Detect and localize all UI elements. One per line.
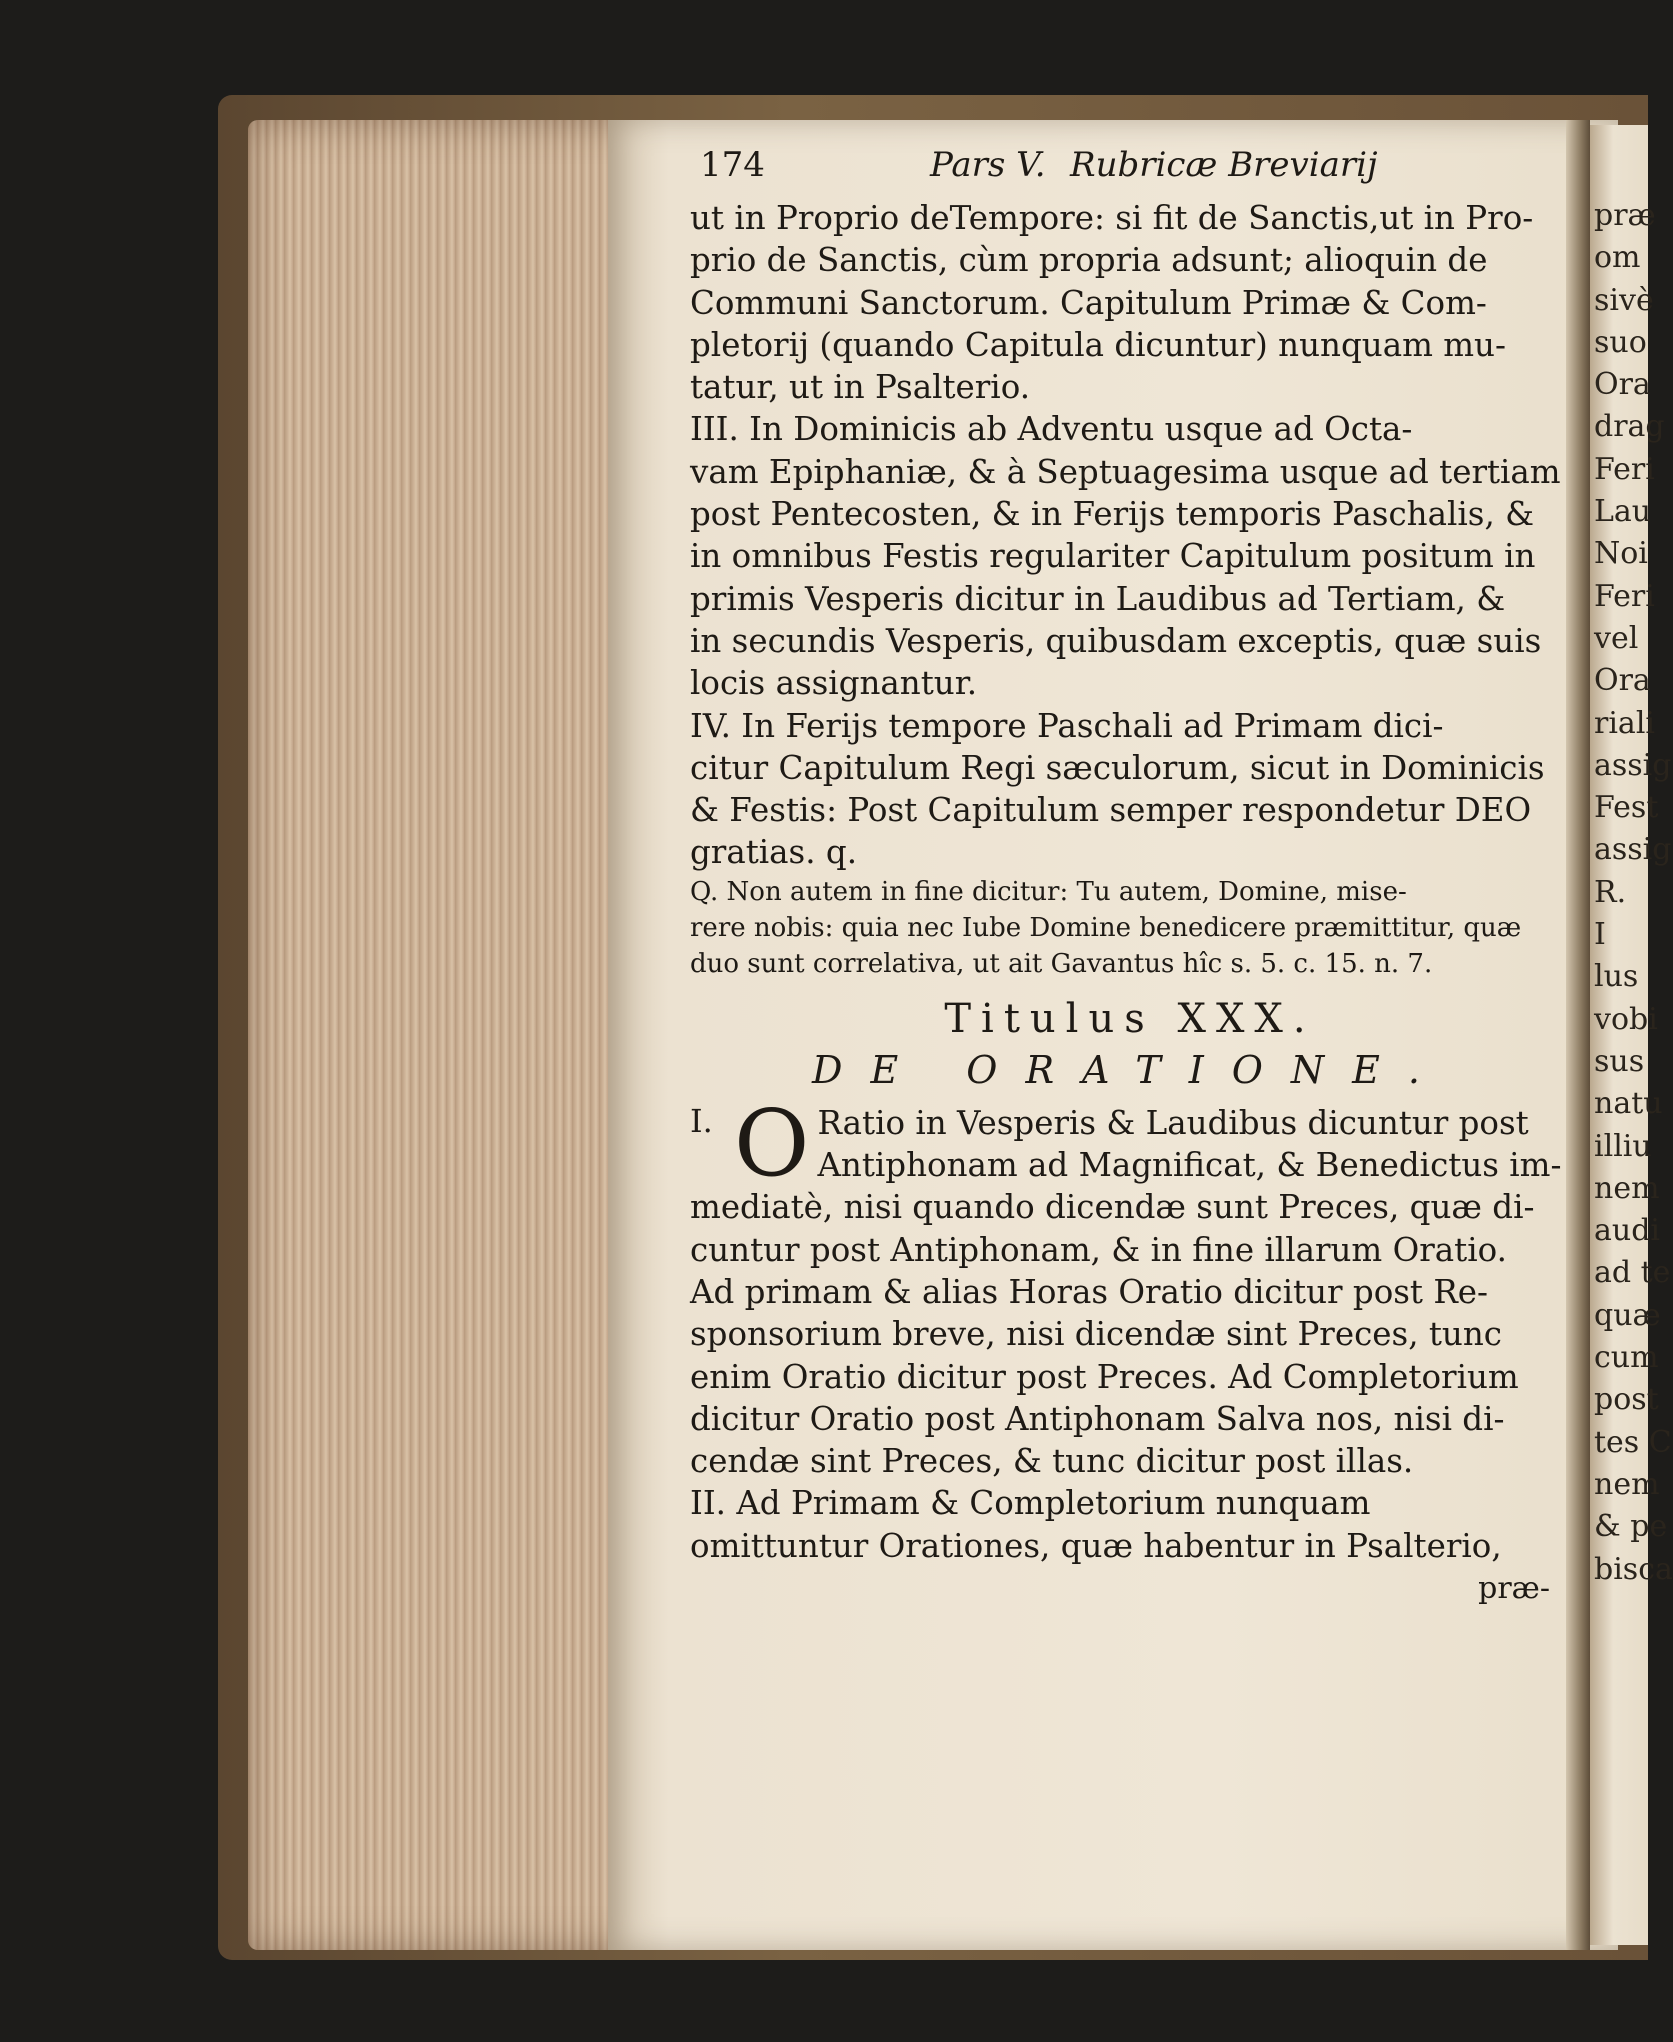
drop-capital: O — [734, 1089, 810, 1197]
dropcap-lines — [690, 1089, 1570, 1197]
fragment-line: R. — [1594, 874, 1627, 910]
section-label: Rubricæ Breviarij — [1070, 145, 1378, 185]
fragment-line: Feri — [1594, 578, 1655, 614]
fragment-line: præ — [1594, 198, 1656, 233]
text-line: dicitur Oratio post Antiphonam Salva nos, nisi di- — [690, 1399, 1505, 1438]
fragment-line: riali — [1594, 705, 1656, 741]
text-line: primis Vesperis dicitur in Laudibus ad Tertiam, & — [690, 579, 1506, 618]
fragment-line: cum — [1594, 1340, 1659, 1376]
fragment-line: Ora — [1594, 367, 1651, 403]
fragment-line: nem — [1594, 1466, 1660, 1502]
text-line: vam Epiphaniæ, & à Septuagesima usque ad tertiam — [690, 452, 1561, 491]
text-line: Q. Non autem in fine dicitur: Tu autem, Domine, mise- — [690, 876, 1407, 907]
text-line: post Pentecosten, & in Ferijs temporis Paschalis, & — [690, 495, 1535, 534]
text-line: in omnibus Festis regulariter Capitulum positum in — [690, 537, 1536, 576]
dropcap-paragraph — [690, 1089, 1570, 1197]
fragment-line: Ora — [1594, 663, 1651, 699]
fragment-line: om — [1594, 240, 1641, 276]
text-line: IV. In Ferijs tempore Paschali ad Primam dici- — [690, 706, 1444, 745]
fragment-line: vobi — [1594, 1001, 1658, 1037]
text-line: locis assignantur. — [690, 664, 978, 703]
fragment-line: I — [1594, 917, 1606, 953]
page-text — [690, 145, 1570, 1606]
text-line: duo sunt correlativa, ut ait Gavantus hîc s. 5. c. 15. n. 7. — [690, 948, 1433, 979]
text-line: II. Ad Primam & Completorium nunquam — [690, 1484, 1371, 1523]
fragment-line: quæ — [1594, 1297, 1661, 1333]
fragment-line: Fest — [1594, 790, 1659, 826]
part-label: Pars V. — [930, 145, 1046, 185]
fragment-line: Lau — [1594, 494, 1652, 530]
fragment-line: lus — [1594, 959, 1639, 995]
text-line: ut in Proprio deTempore: si fit de Sanctis,ut in Pro- — [690, 199, 1534, 237]
fragment-line: tes C — [1594, 1424, 1672, 1460]
text-line: tatur, ut in Psalterio. — [690, 368, 1031, 407]
text-line: omittuntur Orationes, quæ habentur in Psalterio, — [690, 1526, 1502, 1565]
text-line: pletorij (quando Capitula dicuntur) nunquam mu- — [690, 325, 1506, 364]
text-line: cuntur post Antiphonam, & in fine illarum Oratio. — [690, 1230, 1507, 1269]
chapter-subtitle: DE ORATIONE. — [812, 1047, 1448, 1092]
text-line: prio de Sanctis, cùm propria adsunt; alioquin de — [690, 241, 1488, 280]
text-line: & Festis: Post Capitulum semper respondetur DEO — [690, 791, 1532, 830]
paragraph-block-bottom — [690, 1186, 1570, 1567]
fragment-line: Noi — [1594, 536, 1648, 572]
running-head — [690, 145, 1570, 197]
fragment-line: drag — [1594, 409, 1665, 445]
fragment-line: post — [1594, 1382, 1659, 1418]
fragment-line: bisca — [1594, 1551, 1673, 1587]
text-line: gratias. q. — [690, 833, 858, 872]
text-line: Communi Sanctorum. Capitulum Primæ & Com- — [690, 283, 1487, 322]
fragment-line: sivè — [1594, 282, 1654, 318]
text-line: III. In Dominicis ab Adventu usque ad Octa- — [690, 410, 1413, 449]
note-block — [690, 874, 1570, 982]
text-line: enim Oratio dicitur post Preces. Ad Completorium — [690, 1357, 1519, 1396]
text-line: Ad primam & alias Horas Oratio dicitur post Re- — [690, 1272, 1489, 1311]
text-line: in secundis Vesperis, quibusdam exceptis, quæ suis — [690, 621, 1542, 660]
fragment-line: sus — [1594, 1043, 1645, 1079]
text-line: cendæ sint Preces, & tunc dicitur post illas. — [690, 1442, 1414, 1481]
text-line: Antiphonam ad Magnificat, & Benedictus im- — [817, 1146, 1562, 1185]
text-line: rere nobis: quia nec Iube Domine benedicere præmittitur, quæ — [690, 912, 1522, 943]
fragment-line: illiu — [1594, 1128, 1652, 1164]
page-number: 174 — [700, 145, 765, 185]
text-line: Ratio in Vesperis & Laudibus dicuntur post — [817, 1103, 1529, 1142]
fragment-line: audi — [1594, 1213, 1661, 1249]
fragment-line: nem — [1594, 1170, 1660, 1206]
fragment-line: suo — [1594, 324, 1647, 360]
text-line: mediatè, nisi quando dicendæ sunt Preces, quæ di- — [690, 1188, 1535, 1227]
right-page-fragment — [1590, 125, 1673, 1945]
chapter-title: Titulus XXX. — [944, 995, 1316, 1042]
fragment-line: vel — [1594, 620, 1639, 656]
fragment-line: assig — [1594, 747, 1672, 783]
fragment-line: assig — [1594, 832, 1672, 868]
fragment-line: natu — [1594, 1086, 1663, 1122]
item-label: I. — [690, 1101, 713, 1140]
text-line: citur Capitulum Regi sæculorum, sicut in Dominicis — [690, 748, 1545, 787]
fragment-line: & pe — [1594, 1509, 1668, 1545]
right-page-text — [1590, 125, 1673, 1591]
fragment-line: ad te — [1594, 1255, 1671, 1291]
text-line: sponsorium breve, nisi dicendæ sint Preces, tunc — [690, 1315, 1502, 1354]
paragraph-block-top — [690, 197, 1570, 874]
catchword: præ- — [1478, 1571, 1550, 1607]
fragment-line: Feri — [1594, 451, 1655, 487]
